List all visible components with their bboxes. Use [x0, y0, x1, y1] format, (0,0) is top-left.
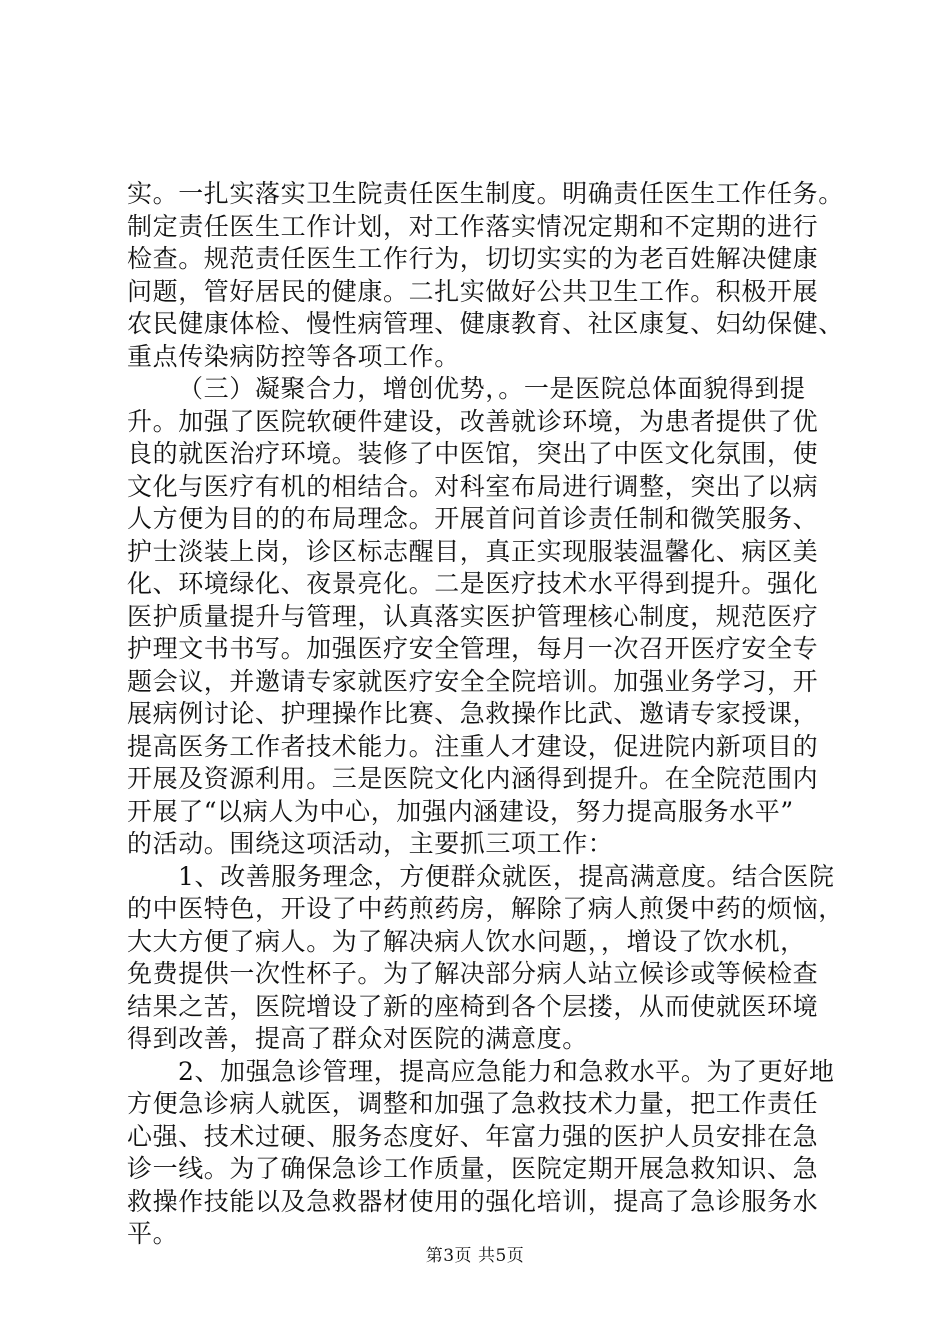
text-line: 医护质量提升与管理，认真落实医护管理核心制度，规范医疗: [127, 601, 819, 631]
document-body: [127, 178, 844, 1251]
text-line: 农民健康体检、慢性病管理、健康教育、社区康复、妇幼保健、: [127, 309, 844, 338]
text-line: 的活动。围绕这项活动，主要抓三项工作：: [127, 829, 614, 858]
text-line: 方便急诊病人就医，调整和加强了急救技术力量，把工作责任: [127, 1089, 819, 1118]
text-line: 检查。规范责任医生工作行为，切切实实的为老百姓解决健康: [127, 244, 819, 273]
page-number-footer: 第3页 共5页: [425, 1246, 525, 1266]
text-line: 问题，管好居民的健康。二扎实做好公共卫生工作。积极开展: [127, 276, 819, 306]
text-line: 人方便为目的的布局理念。开展首问首诊责任制和微笑服务、: [127, 504, 819, 533]
text-line: 重点传染病防控等各项工作。: [127, 341, 460, 371]
text-line: 护士淡装上岗，诊区标志醒目，真正实现服装温馨化、病区美: [127, 536, 819, 566]
text-line: 大大方便了病人。为了解决病人饮水问题，，增设了饮水机，: [127, 926, 806, 956]
text-line: 免费提供一次性杯子。为了解决部分病人站立候诊或等候检查: [127, 959, 819, 988]
text-line: 提高医务工作者技术能力。注重人才建设，促进院内新项目的: [127, 731, 819, 761]
text-line: 化、环境绿化、夜景亮化。二是医疗技术水平得到提升。强化: [127, 569, 819, 598]
text-line: 实。一扎实落实卫生院责任医生制度。明确责任医生工作任务。: [127, 179, 844, 208]
section-heading-line: （三）凝聚合力，增创优势，。一是医院总体面貌得到提: [178, 374, 806, 403]
text-line: 平。: [127, 1219, 179, 1248]
text-line: 得到改善，提高了群众对医院的满意度。: [127, 1024, 588, 1053]
text-line: 展病例讨论、护理操作比赛、急救操作比武、邀请专家授课，: [127, 699, 819, 728]
text-line: 诊一线。为了确保急诊工作质量，医院定期开展急救知识、急: [127, 1154, 819, 1183]
text-line: 结果之苦，医院增设了新的座椅到各个层搂，从而使就医环境: [127, 991, 819, 1021]
text-line: 开展及资源利用。三是医院文化内涵得到提升。在全院范围内: [127, 764, 819, 793]
text-line: 救操作技能以及急救器材使用的强化培训，提高了急诊服务水: [127, 1186, 819, 1216]
text-line: 制定责任医生工作计划，对工作落实情况定期和不定期的进行: [127, 211, 819, 241]
text-line: 良的就医治疗环境。装修了中医馆，突出了中医文化氛围，使: [127, 439, 819, 468]
text-line: 文化与医疗有机的相结合。对科室布局进行调整，突出了以病: [127, 471, 819, 501]
text-line: 的中医特色，开设了中药煎药房，解除了病人煎煲中药的烦恼，: [127, 894, 844, 923]
text-line: 开展了“以病人为中心，加强内涵建设，努力提高服务水平”: [127, 796, 794, 826]
text-line: 心强、技术过硬、服务态度好、年富力强的医护人员安排在急: [127, 1121, 819, 1151]
text-line: 题会议，并邀请专家就医疗安全全院培训。加强业务学习，开: [127, 666, 819, 696]
text-line: 护理文书书写。加强医疗安全管理，每月一次召开医疗安全专: [127, 634, 819, 663]
text-line: 升。加强了医院软硬件建设，改善就诊环境，为患者提供了优: [127, 406, 819, 436]
list-item-line: 1、改善服务理念，方便群众就医，提高满意度。结合医院: [178, 861, 835, 891]
list-item-line: 2、加强急诊管理，提高应急能力和急救水平。为了更好地: [178, 1056, 835, 1086]
